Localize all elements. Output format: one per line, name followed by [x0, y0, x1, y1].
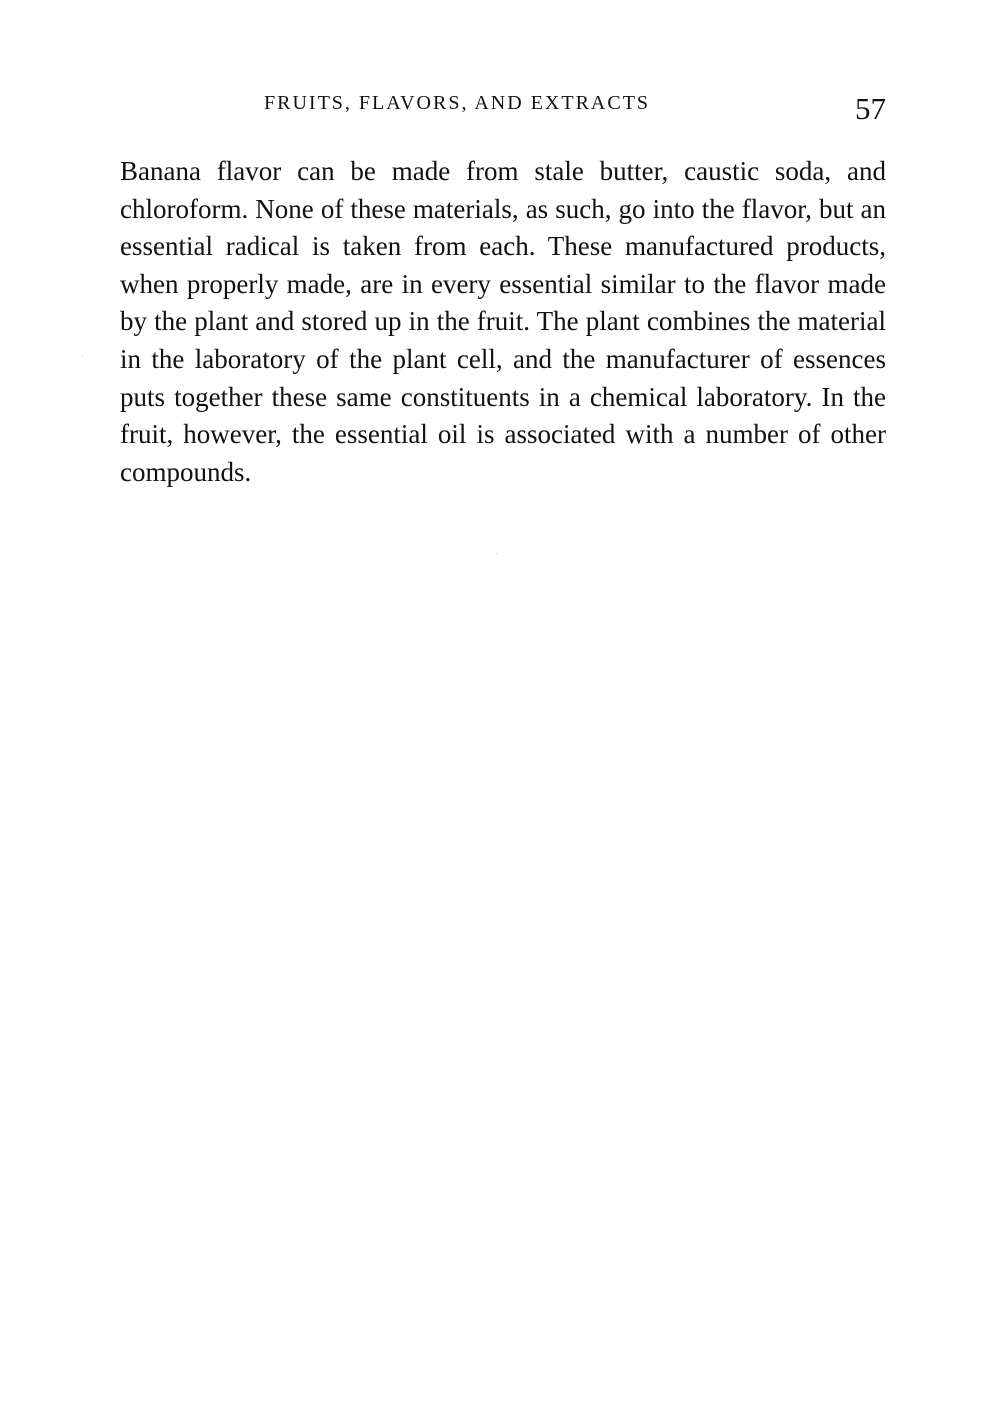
scan-speck [82, 356, 83, 357]
scan-speck [496, 553, 497, 554]
running-head [120, 86, 886, 132]
running-title: FRUITS, FLAVORS, AND EXTRACTS [264, 92, 651, 114]
body-paragraph: Banana flavor can be made from stale butter, caustic soda, and chloroform. None of these materials, as such, go into the flavor, but an essential radical is taken from each. These manufactured products, when properly made, are in every essential similar to the flavor made by the plant and stored up in the fruit. The plant combines the material in the laboratory of the plant cell, and the manufacturer of essences puts together these same constituents in a chemical laboratory. In the fruit, however, the essential oil is associated with a number of other compounds. [120, 156, 886, 487]
page-number: 57 [855, 91, 886, 126]
